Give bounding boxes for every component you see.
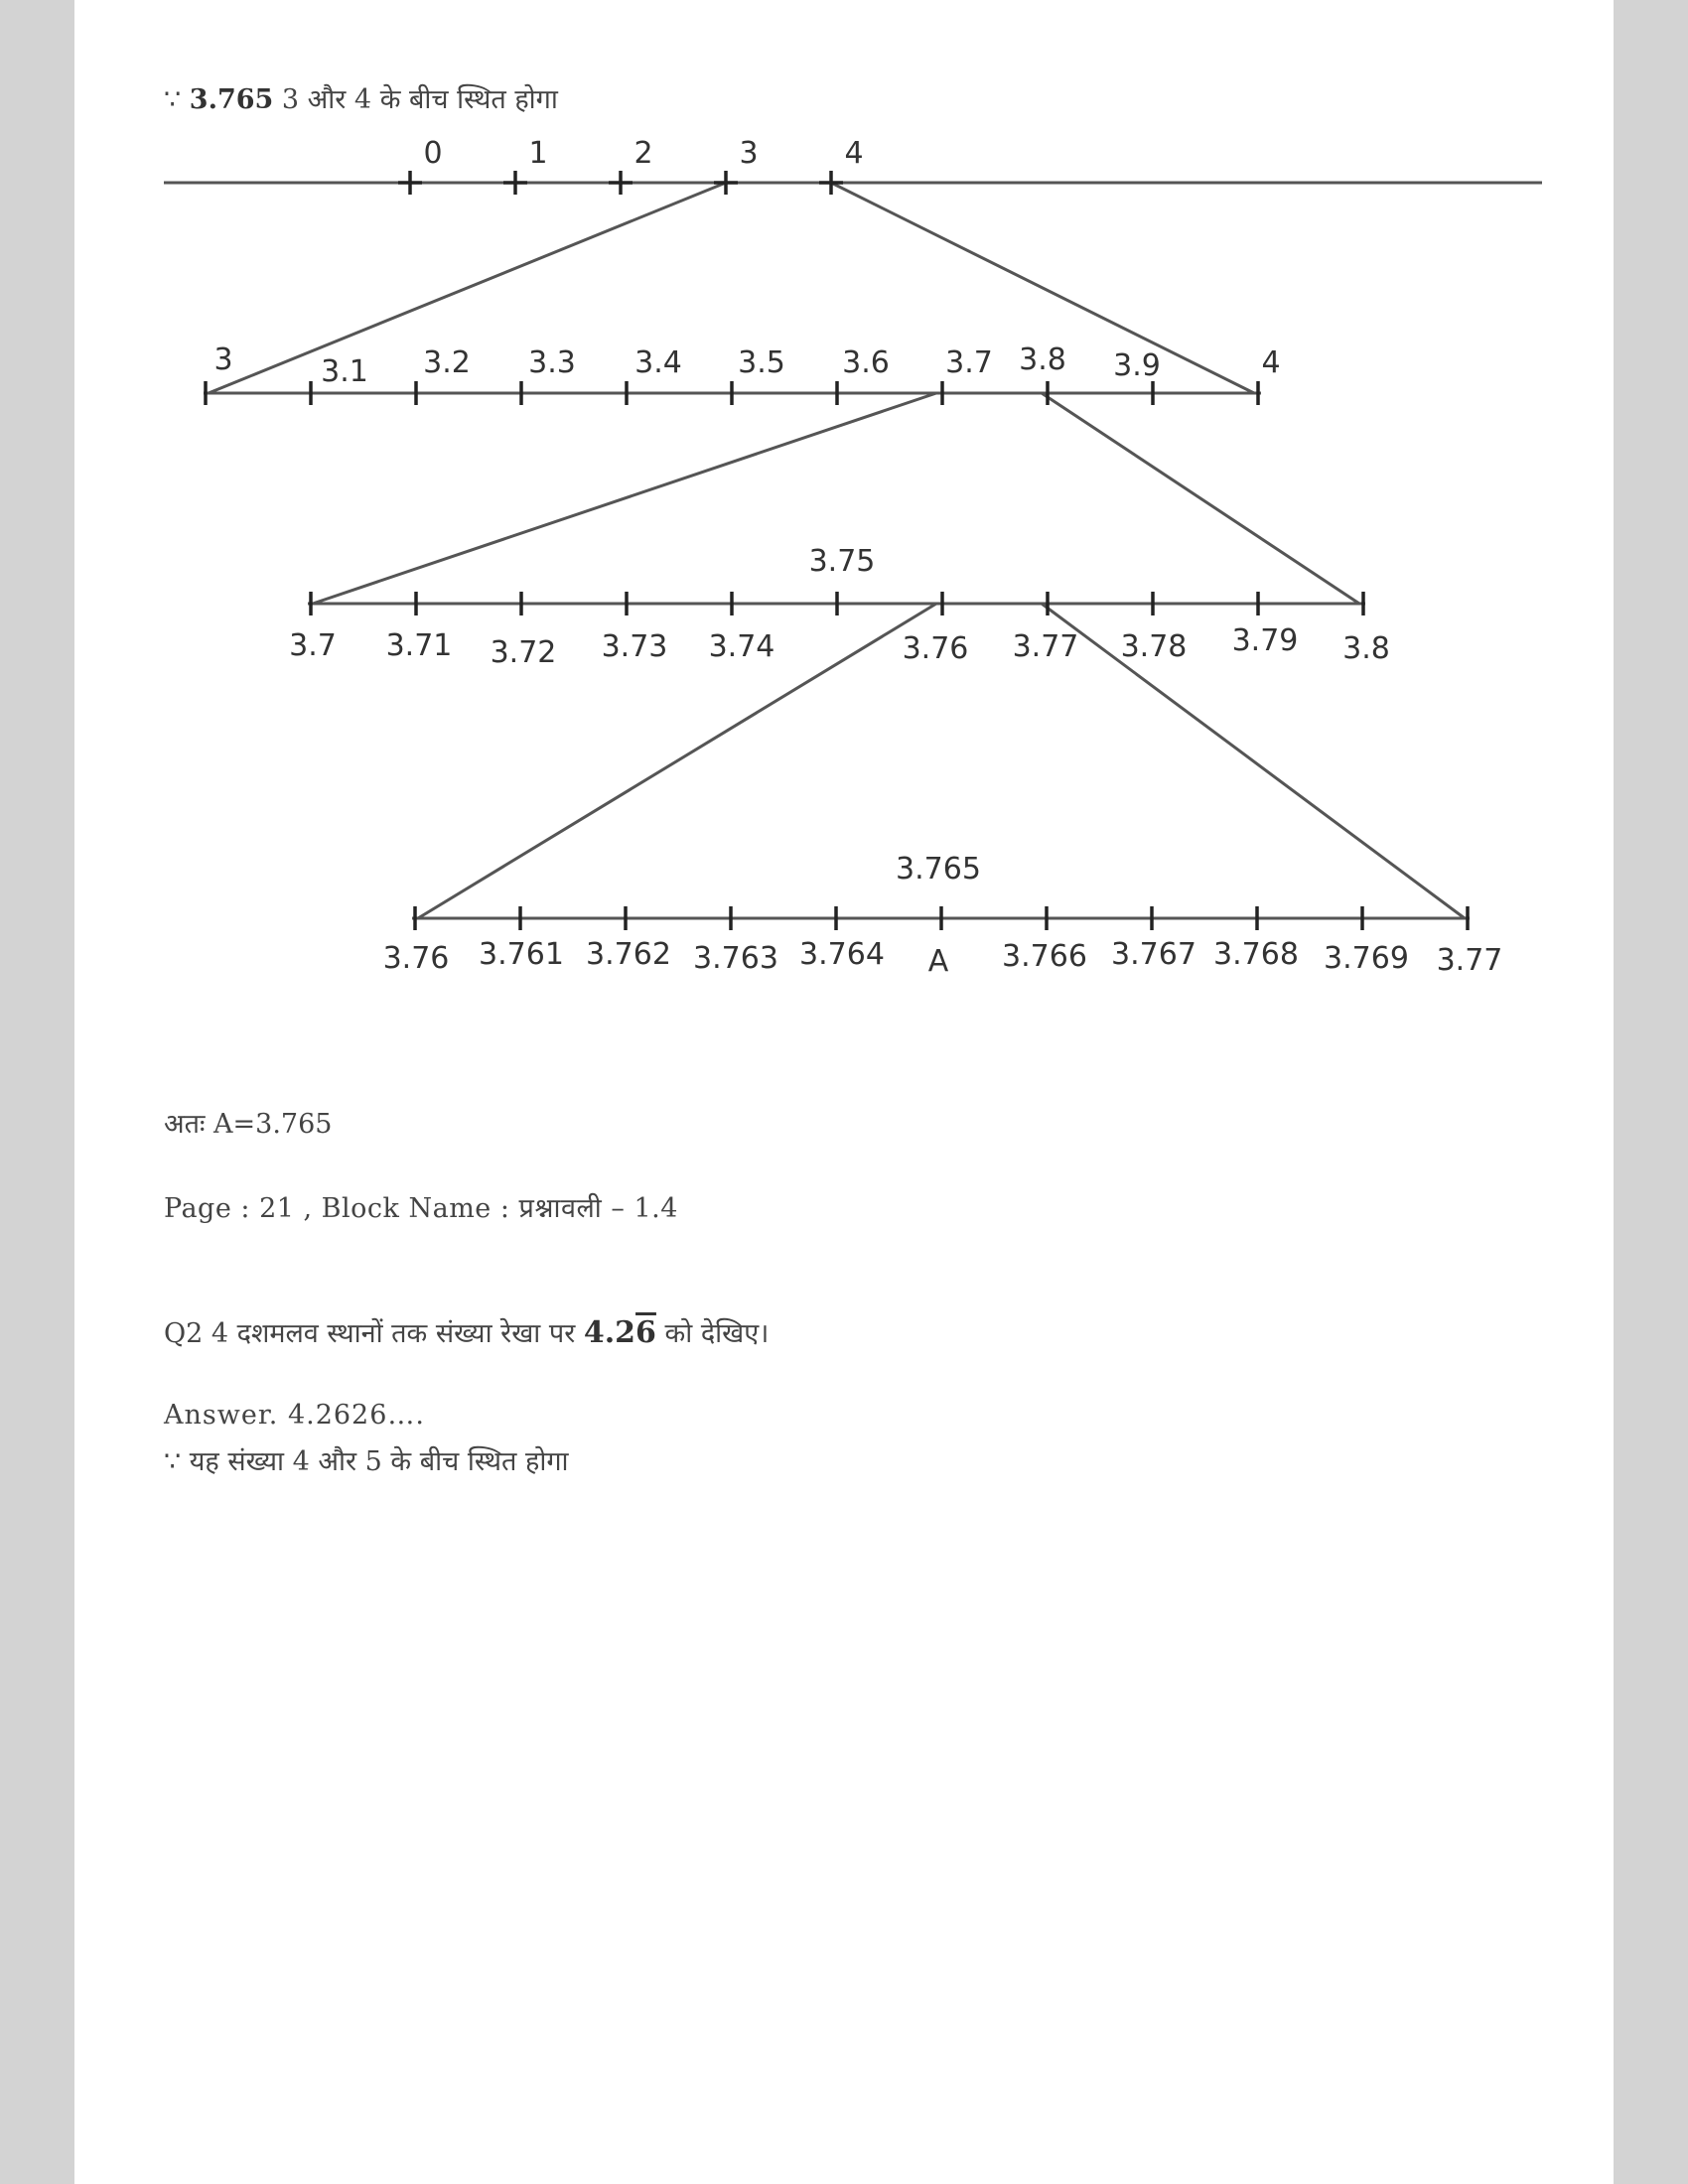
tick-label: 3.9 [1113,348,1161,383]
tick-label: 3.762 [586,937,671,972]
intro-number: 3.765 [189,84,274,115]
top-label: 3.765 [896,852,981,887]
tick-label: 3.766 [1002,939,1087,974]
tick-label: 3.78 [1120,629,1188,664]
point-a-label: A [927,944,949,979]
tick-label: 3.77 [1012,629,1079,664]
tick-label: 0 [423,136,443,171]
tick-label: 3.763 [693,941,778,976]
tick-label: 3.768 [1213,937,1299,972]
tick-label: 3 [213,342,233,377]
result-line: अतः A=3.765 [164,1109,333,1140]
answer-line: Answer. 4.2626…. [164,1400,425,1431]
document-page [74,0,1614,2184]
tick-label: 3.769 [1324,941,1409,976]
repeating-digit: 6 [635,1315,656,1350]
zoom-connector-right-2 [1042,393,1359,604]
tick-label: 3.74 [708,629,775,664]
because-symbol: ∵ [164,84,182,115]
tick-label: 3.77 [1436,943,1503,978]
tick-label: 3.76 [902,631,969,666]
tick-label: 3.767 [1111,937,1196,972]
tick-label: 3.764 [799,937,885,972]
tick-label: 3.71 [385,628,453,663]
top-label: 3.75 [808,544,876,579]
tick-label: 3.72 [490,635,557,670]
tick-label: 2 [633,136,653,171]
line-2-marks [206,342,1281,405]
tick-label: 3.3 [528,345,576,380]
number-line-diagram [74,0,1614,993]
tick-label: 3.73 [601,629,668,664]
tick-label: 3 [739,136,759,171]
tick-label: 4 [844,136,864,171]
line-4-marks [383,852,1503,979]
line-3-marks [289,544,1390,670]
tick-label: 3.761 [479,937,564,972]
question-line [164,1313,769,1350]
tick-label: 3.4 [634,345,682,380]
intro-text: 3 और 4 के बीच स्थित होगा [281,84,558,115]
tick-label: 4 [1261,345,1281,380]
question-prefix: Q2 4 दशमलव स्थानों तक संख्या रेखा पर [164,1318,576,1349]
tick-label: 3.76 [382,941,450,976]
question-suffix: को देखिए। [664,1318,770,1349]
tick-label: 3.8 [1019,342,1066,377]
tick-label: 3.1 [321,354,368,389]
page-block-info: Page : 21 , Block Name : प्रश्नावली – 1.4 [164,1193,678,1224]
tick-label: 3.7 [289,628,337,663]
tick-label: 3.7 [945,345,993,380]
tick-label: 3.5 [738,345,785,380]
question-number [584,1315,656,1350]
number-int: 4.2 [583,1315,636,1350]
tick-label: 3.8 [1342,631,1390,666]
because-line-2: ∵ यह संख्या 4 और 5 के बीच स्थित होगा [164,1446,569,1477]
line-1-marks [398,136,864,195]
tick-label: 1 [528,136,548,171]
tick-label: 3.6 [842,345,890,380]
tick-label: 3.2 [423,345,471,380]
tick-label: 3.79 [1231,623,1299,658]
